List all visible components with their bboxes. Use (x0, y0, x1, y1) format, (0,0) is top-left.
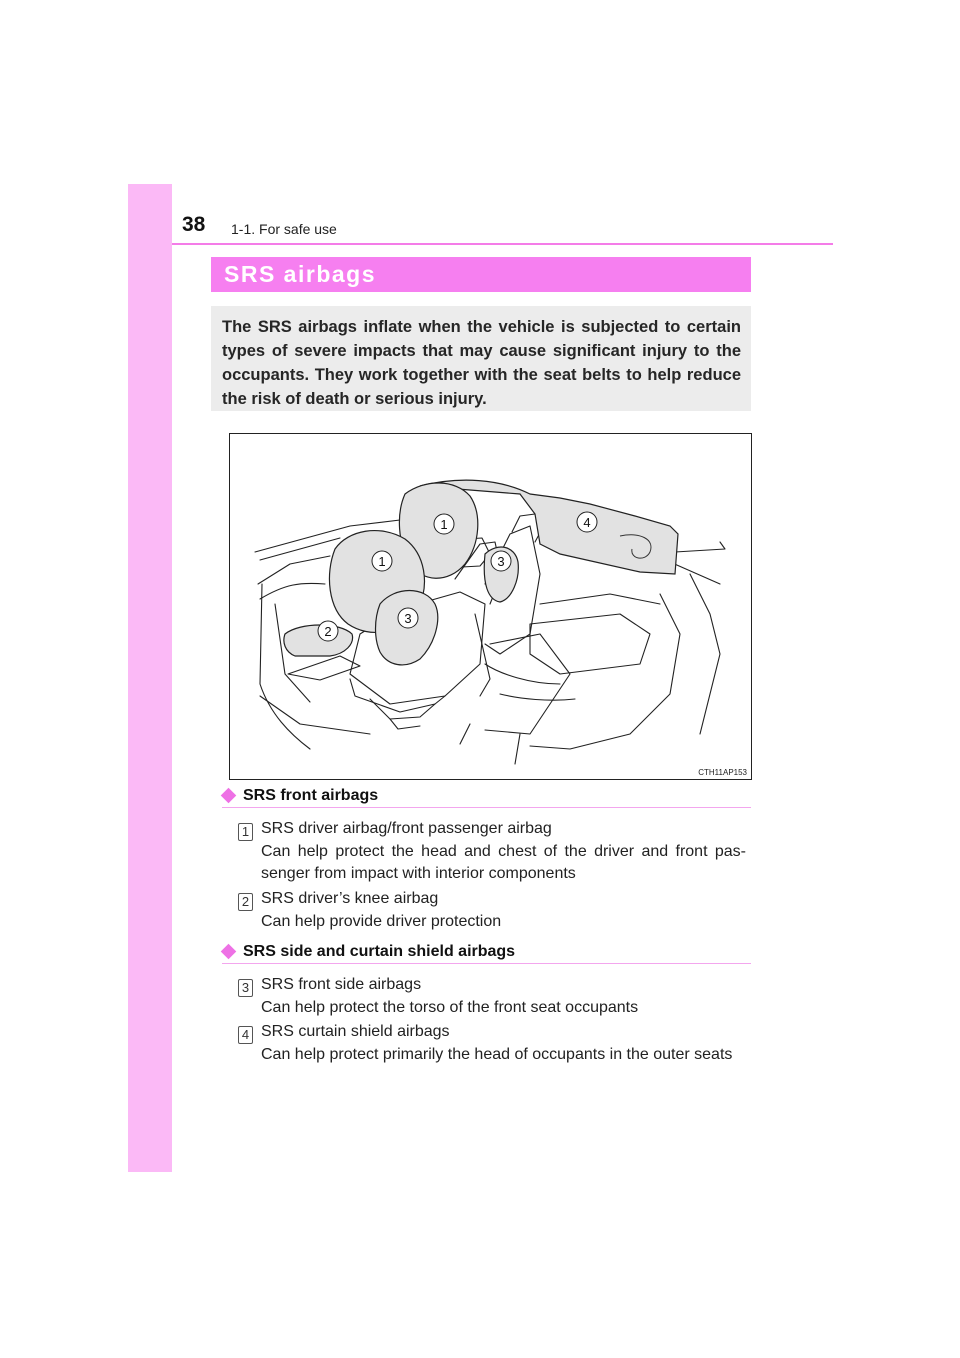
section-divider (222, 963, 751, 964)
item-name: SRS driver’s knee airbag (261, 890, 439, 907)
item-name: SRS curtain shield airbags (261, 1023, 450, 1040)
figure-code: CTH11AP153 (698, 768, 747, 777)
section-divider (222, 807, 751, 808)
section-reference: 1-1. For safe use (231, 221, 337, 237)
page-number: 38 (182, 213, 206, 236)
diamond-bullet-icon (221, 788, 237, 804)
list-item (261, 818, 746, 886)
car-interior-drawing (230, 434, 751, 779)
intro-box (211, 306, 751, 411)
list-item (261, 1021, 746, 1066)
item-description: Can help protect the head and chest of the driver and front pas-senger from impact with interior components (261, 842, 746, 882)
item-number-badge: 3 (238, 979, 253, 997)
callout-3-passenger-side: 3 (497, 554, 505, 569)
page-title: SRS airbags (224, 261, 376, 287)
callout-4-curtain: 4 (583, 515, 591, 530)
airbag-illustration (229, 433, 752, 780)
diamond-bullet-icon (221, 944, 237, 960)
title-band (211, 257, 751, 292)
header-divider (172, 243, 833, 245)
callout-1-passenger: 1 (440, 517, 448, 532)
list-item (261, 888, 746, 933)
item-description: Can help protect primarily the head of occupants in the outer seats (261, 1045, 733, 1063)
item-name: SRS front side airbags (261, 976, 422, 993)
item-description: Can help protect the torso of the front seat occupants (261, 998, 639, 1016)
list-item (261, 974, 746, 1019)
callout-2-knee: 2 (324, 624, 332, 639)
item-number-badge: 1 (238, 823, 253, 841)
item-number-badge: 2 (238, 893, 253, 911)
intro-text: The SRS airbags inflate when the vehicle is subjected to certain types of severe impacts that may cause significant injury to the occupants. They work together with the seat belts to help reduce the risk of death or serious injury. (222, 318, 741, 408)
item-number-badge: 4 (238, 1026, 253, 1044)
item-name: SRS driver airbag/front passenger airbag (261, 820, 552, 837)
callout-1-driver: 1 (378, 554, 386, 569)
side-tab-strip (128, 184, 172, 1172)
callout-3-driver-side: 3 (404, 611, 412, 626)
item-description: Can help provide driver protection (261, 912, 502, 930)
